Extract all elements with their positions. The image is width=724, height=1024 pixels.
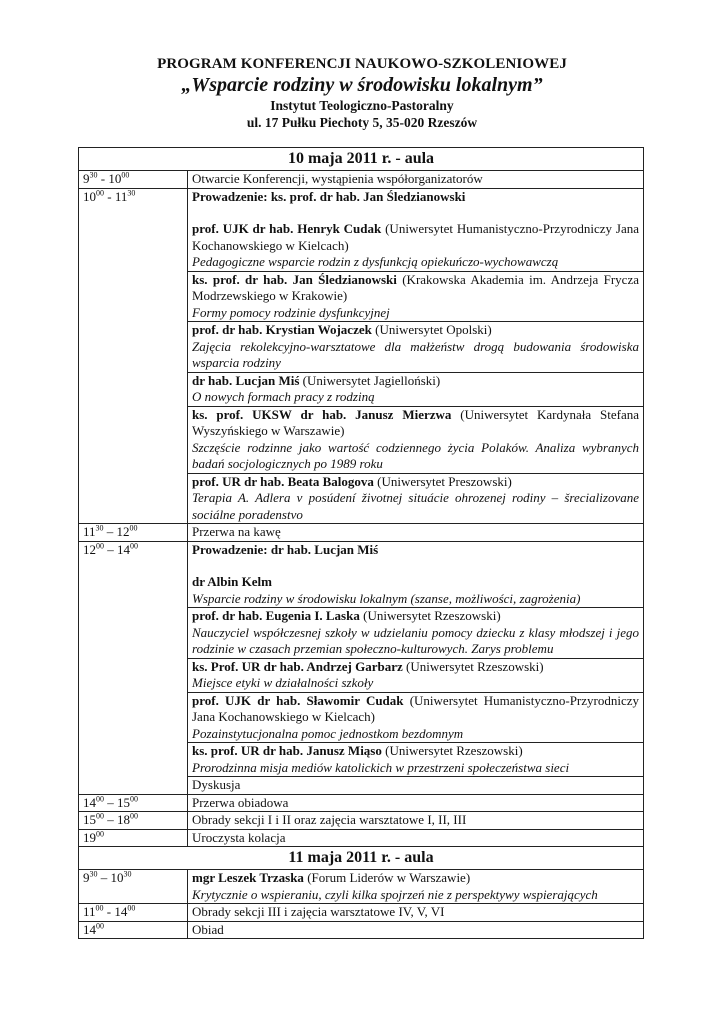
talk-topic: Miejsce etyki w działalności szkoły <box>192 675 374 690</box>
time-cell: $15^{00} - 18^{00}$ <box>79 812 188 830</box>
talk-topic: Pedagogiczne wsparcie rodzin z dysfunkcją opiekuńczo-wychowawczą <box>192 254 559 269</box>
table-row <box>79 524 644 542</box>
session-text: Otwarcie Konferencji, wystąpienia współorganizatorów <box>188 171 644 189</box>
talk-topic: Prorodzinna misja mediów katolickich w przestrzeni społeczeństwa sieci <box>192 759 570 775</box>
table-row <box>79 541 644 608</box>
table-row <box>79 904 644 922</box>
discussion-text: Dyskusja <box>188 777 644 795</box>
talk-cell <box>188 608 644 659</box>
speaker: prof. dr hab. Krystian Wojaczek <box>192 322 372 337</box>
day2-heading: 11 maja 2011 r. - aula <box>79 847 644 870</box>
talk-topic: Nauczyciel współczesnej szkoły w udzielaniu pomocy dziecku z klasy młodszej i jego rodzinie w czasach przemian społeczno-kulturowych. Zarys problemu <box>192 624 639 656</box>
program-heading: PROGRAM KONFERENCJI NAUKOWO-SZKOLENIOWEJ <box>157 56 567 72</box>
affiliation: (Uniwersytet Rzeszowski) <box>381 743 523 758</box>
session-text: Przerwa obiadowa <box>188 794 644 812</box>
talk-topic: Formy pomocy rodzinie dysfunkcyjnej <box>192 304 390 320</box>
session-text: Przerwa na kawę <box>188 524 644 542</box>
session-chair: Prowadzenie: dr hab. Lucjan Miś <box>192 541 379 557</box>
time-cell: $19^{00}$ <box>79 829 188 847</box>
talk-cell <box>188 271 644 322</box>
speaker: dr Albin Kelm <box>192 574 272 589</box>
affiliation: (Uniwersytet Rzeszowski) <box>402 658 544 674</box>
table-row <box>79 188 644 271</box>
affiliation: (Uniwersytet Preszowski) <box>373 473 512 489</box>
talk-topic: Szczęście rodzinne jako wartość codziennego życia Polaków. Analiza wybranych badań socjologicznych po 1989 roku <box>192 439 639 471</box>
table-row <box>79 171 644 189</box>
day-heading-row <box>79 847 644 870</box>
talk-cell <box>188 743 644 777</box>
speaker: prof. UJK dr hab. Henryk Cudak <box>192 221 382 236</box>
speaker: ks. prof. dr hab. Jan Śledzianowski <box>192 271 397 287</box>
speaker: dr hab. Lucjan Miś <box>192 372 300 388</box>
talk-cell <box>188 541 644 608</box>
document-header <box>0 55 724 131</box>
time-cell: $9^{30} - 10^{30}$ <box>79 870 188 904</box>
talk-topic: Zajęcia rekolekcyjno-warsztatowe dla małżeństw drogą budowania środowiska wsparcia rodziny <box>192 338 639 370</box>
time-cell: $11^{00} - 14^{00}$ <box>79 904 188 922</box>
talk-cell <box>188 870 644 904</box>
institute-address: ul. 17 Pułku Piechoty 5, 35-020 Rzeszów <box>246 115 478 130</box>
speaker: prof. dr hab. Eugenia I. Laska <box>192 608 360 623</box>
session-text: Uroczysta kolacja <box>188 829 644 847</box>
talk-cell <box>188 188 644 271</box>
time-cell: $14^{00}$ <box>79 921 188 939</box>
speaker: prof. UJK dr hab. Sławomir Cudak <box>192 692 404 708</box>
talk-cell <box>188 406 644 473</box>
talk-cell <box>188 322 644 373</box>
talk-cell <box>188 658 644 692</box>
table-row <box>79 812 644 830</box>
speaker: mgr Leszek Trzaska <box>192 870 304 885</box>
talk-topic: Pozainstytucjonalna pomoc jednostkom bezdomnym <box>192 725 464 741</box>
institute-name: Instytut Teologiczno-Pastoralny <box>270 98 454 113</box>
day1-heading: 10 maja 2011 r. - aula <box>79 148 644 171</box>
affiliation: (Uniwersytet Opolski) <box>371 322 492 337</box>
time-cell: $14^{00} - 15^{00}$ <box>79 794 188 812</box>
session-text: Obrady sekcji I i II oraz zajęcia warsztatowe I, II, III <box>188 812 644 830</box>
program-table <box>78 147 644 939</box>
speaker: ks. prof. UR dr hab. Janusz Miąso <box>192 743 382 758</box>
speaker: prof. UR dr hab. Beata Balogova <box>192 473 374 489</box>
affiliation: (Forum Liderów w Warszawie) <box>303 870 471 885</box>
table-row <box>79 870 644 904</box>
day-heading-row <box>79 148 644 171</box>
time-cell: $11^{30} - 12^{00}$ <box>79 524 188 542</box>
session-text: Obiad <box>188 921 644 939</box>
session-text: Obrady sekcji III i zajęcia warsztatowe IV, V, VI <box>188 904 644 922</box>
time-cell: $9^{30} - 10^{00}$ <box>79 171 188 189</box>
affiliation: (Krakowska Akademia im. Andrzeja Frycza Modrzewskiego w Krakowie) <box>192 271 639 303</box>
affiliation: (Uniwersytet Humanistyczno-Przyrodniczy Jana Kochanowskiego w Kielcach) <box>192 692 639 724</box>
conference-title: „Wsparcie rodziny w środowisku lokalnym” <box>181 74 543 96</box>
table-row <box>79 829 644 847</box>
talk-cell <box>188 692 644 743</box>
speaker: ks. Prof. UR dr hab. Andrzej Garbarz <box>192 658 403 674</box>
affiliation: (Uniwersytet Rzeszowski) <box>359 608 501 623</box>
talk-topic: Wsparcie rodziny w środowisku lokalnym (szanse, możliwości, zagrożenia) <box>192 590 581 606</box>
speaker: ks. prof. UKSW dr hab. Janusz Mierzwa <box>192 406 452 422</box>
table-row <box>79 921 644 939</box>
talk-cell <box>188 372 644 406</box>
talk-topic: O nowych formach pracy z rodziną <box>192 389 375 404</box>
affiliation: (Uniwersytet Kardynała Stefana Wyszyńskiego w Warszawie) <box>192 406 639 438</box>
time-cell: $12^{00} - 14^{00}$ <box>79 541 188 794</box>
affiliation: (Uniwersytet Humanistyczno-Przyrodniczy Jana Kochanowskiego w Kielcach) <box>192 221 639 253</box>
affiliation: (Uniwersytet Jagielloński) <box>299 372 441 388</box>
talk-topic: Krytycznie o wspieraniu, czyli kilka spojrzeń nie z perspektywy wspierających <box>192 886 598 902</box>
talk-topic: Terapia A. Adlera v posúdení životnej situácie ohrozenej rodiny – šrecializovane sociálne poradenstvo <box>192 490 639 522</box>
table-row <box>79 794 644 812</box>
session-chair: Prowadzenie: ks. prof. dr hab. Jan Śledzianowski <box>192 188 466 204</box>
talk-cell <box>188 473 644 524</box>
time-cell: $10^{00} - 11^{30}$ <box>79 188 188 524</box>
